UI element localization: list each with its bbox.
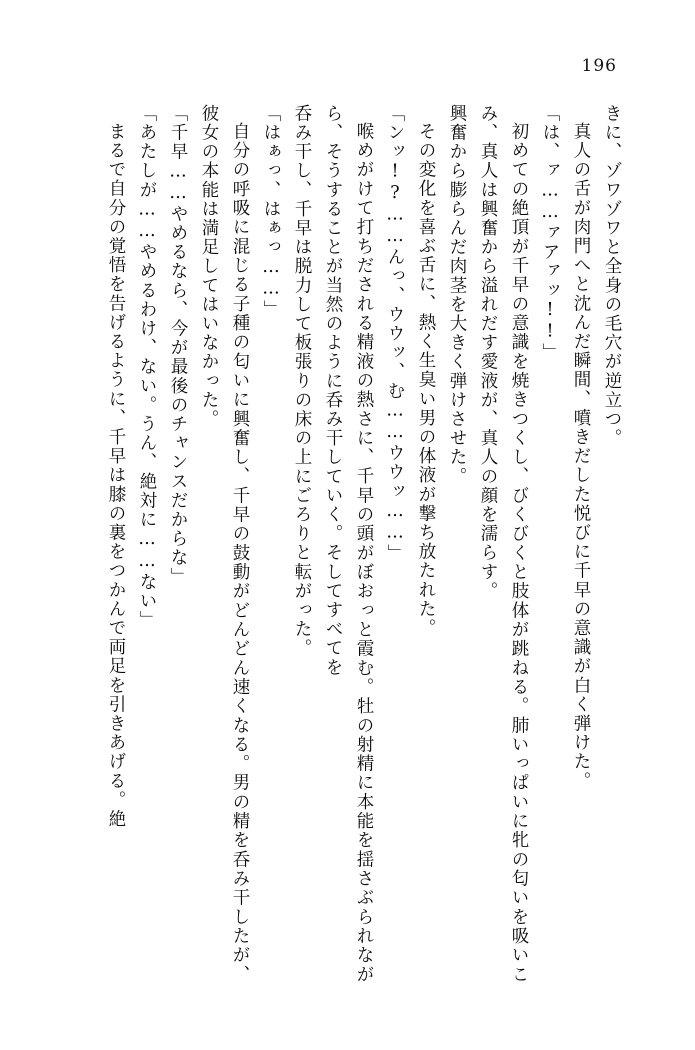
paragraph: 「千早……やめるなら、今が最後のチャンスだからな」 <box>168 104 188 587</box>
paragraph: きに、ゾワゾワと全身の毛穴が逆立つ。 <box>602 104 622 448</box>
paragraph: 呑み干し、千早は脱力して板張りの床の上にごろりと転がった。 <box>292 104 312 658</box>
paragraph: 初めての絶頂が千早の意識を焼きつくし、びくびくと肢体が跳ねる。肺いっぱいに牝の匂いを吸いこみ、真人は興奮から溢れだす愛液が、真人の顔を濡らす。 <box>478 104 529 984</box>
paragraph: その変化を喜ぶ舌に、熱く生臭い男の体液が撃ち放たれた。 <box>416 122 436 638</box>
paragraph: 「あたしが……やめるわけ、ない。うん、絶対に……ない」 <box>137 104 157 630</box>
paragraph: 「は、ァ……ァアァッ!!」 <box>540 104 560 363</box>
paragraph: 興奮から膨らんだ肉茎を大きく弾けさせた。 <box>447 104 467 486</box>
paragraph: 真人の舌が肉門へと沈んだ瞬間、噴きだした悦びに千早の意識が白く弾けた。 <box>571 122 591 791</box>
paragraph: 自分の呼吸に混じる子種の匂いに興奮し、千早の鼓動がどんどん速くなる。男の精を呑み干したが、彼女の本能は満足してはいなかった。 <box>199 104 250 984</box>
paragraph: 「はぁっ、はぁっ……」 <box>261 104 281 320</box>
page-number: 196 <box>581 56 617 76</box>
paragraph: 喉めがけて打ちだされる精液の熱さに、千早の頭がぼおっと霞む。牡の射精に本能を揺さぶられながら、そうすることが当然のように呑み干していく。そしてすべてを <box>323 104 374 984</box>
paragraph: まるで自分の覚悟を告げるように、千早は膝の裏をつかんで両足を引きあげる。絶 <box>106 122 126 829</box>
paragraph: 「ンッ!?……んっ、ウウッ、む……ウウッ……」 <box>385 104 405 564</box>
page-body-text <box>62 104 627 984</box>
